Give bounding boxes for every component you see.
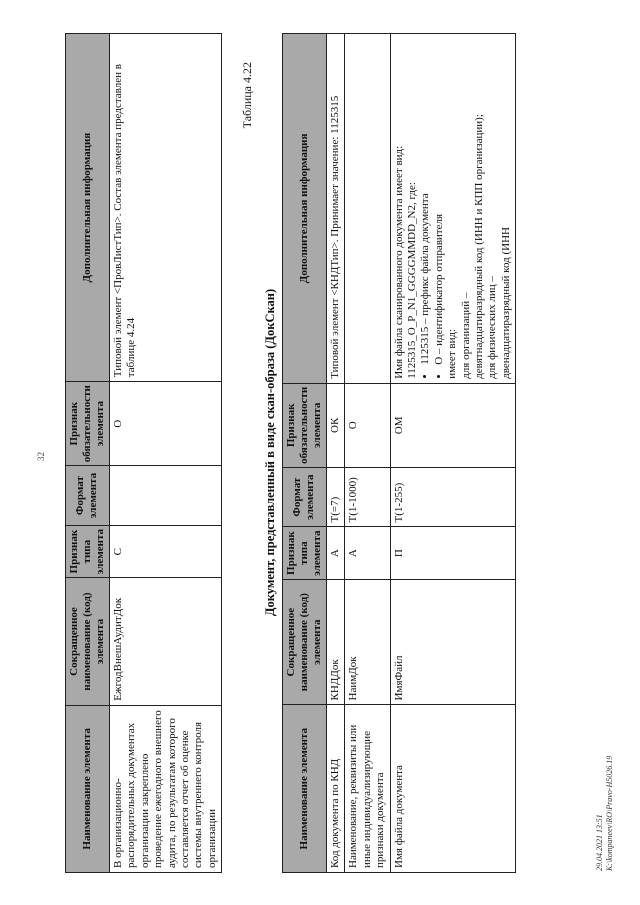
cell-format <box>109 466 221 526</box>
table-dokskan <box>282 33 516 873</box>
info-intro: Имя файла сканированного документа имеет вид: 1125315_O_P_N1_GGGGMMDD_N2, где: <box>392 145 418 379</box>
cell-code: ЕжгодВнешАудитДок <box>109 578 221 705</box>
header-type: Признак типа элемента <box>66 525 110 577</box>
cell-code: ИмяФайл <box>390 579 516 705</box>
cell-required: О <box>345 383 390 467</box>
cell-type: С <box>109 525 221 577</box>
info-line: девятнадцатиразрядный код (ИНН и КПП организации); <box>472 114 485 379</box>
header-name: Наименование элемента <box>283 705 327 873</box>
page-number: 32 <box>36 452 46 461</box>
header-code: Сокращенное наименование (код) элемента <box>283 579 327 705</box>
header-required: Признак обязательности элемента <box>66 382 110 466</box>
info-bullet: • 1125315 – префикс файла документа <box>419 38 432 365</box>
cell-name: В организационно-распорядительных документах организации закреплено проведение ежегодного внешнего аудита, по результатам которого составляется отчет об оценке системы внутреннего контроля организации <box>109 705 221 872</box>
info-line: для физических лиц – <box>486 276 499 379</box>
header-name: Наименование элемента <box>66 705 110 872</box>
cell-type: П <box>390 527 516 579</box>
table-header-row <box>283 34 327 873</box>
table-number: Таблица 4.22 <box>240 62 254 129</box>
file-stamp-path: К:\kompaneev\RO\Pravo-H5026.19 <box>604 755 614 871</box>
table-row <box>390 34 516 873</box>
cell-name: Имя файла документа <box>390 705 516 873</box>
cell-name: Код документа по КНД <box>326 705 344 873</box>
info-line: имеет вид: <box>446 328 459 379</box>
cell-info <box>390 34 516 384</box>
cell-required: ОК <box>326 383 344 467</box>
file-stamp-date: 29.04.2021 13:51 <box>595 814 604 871</box>
header-type: Признак типа элемента <box>283 527 327 579</box>
header-format: Формат элемента <box>283 467 327 527</box>
header-info: Дополнительная информация <box>283 34 327 384</box>
cell-code: НаимДок <box>345 579 390 705</box>
header-info: Дополнительная информация <box>66 34 110 382</box>
info-bullet-list <box>419 38 446 379</box>
cell-type: А <box>345 527 390 579</box>
cell-info: Типовой элемент <КНДТип>. Принимает значение: 1125315 <box>326 34 344 384</box>
header-code: Сокращенное наименование (код) элемента <box>66 578 110 705</box>
table-row <box>326 34 344 873</box>
cell-format: T(1-255) <box>390 467 516 527</box>
table-row <box>109 34 221 873</box>
info-line: для организаций – <box>459 292 472 379</box>
cell-format: T(=7) <box>326 467 344 527</box>
cell-name: Наименование, реквизиты или иные индивидуализирующие признаки документа <box>345 705 390 873</box>
file-stamp <box>595 756 614 871</box>
cell-format: T(1-1000) <box>345 467 390 527</box>
cell-type: А <box>326 527 344 579</box>
cell-info <box>345 34 390 384</box>
info-line: двенадцатиразрядный код (ИНН <box>499 227 512 379</box>
document-title: Документ, представленный в виде скан-образа (ДокСкан) <box>263 288 277 617</box>
cell-info: Типовой элемент <ПровЛистТип>. Состав элемента представлен в таблице 4.24 <box>109 34 221 382</box>
table-row <box>345 34 390 873</box>
header-format: Формат элемента <box>66 466 110 526</box>
table-header-row <box>66 34 110 873</box>
table-elements-continued <box>65 33 222 873</box>
cell-code: КНДДок <box>326 579 344 705</box>
header-required: Признак обязательности элемента <box>283 383 327 467</box>
cell-required: ОМ <box>390 383 516 467</box>
cell-required: О <box>109 382 221 466</box>
info-bullet: • O – идентификатор отправителя <box>433 38 446 365</box>
